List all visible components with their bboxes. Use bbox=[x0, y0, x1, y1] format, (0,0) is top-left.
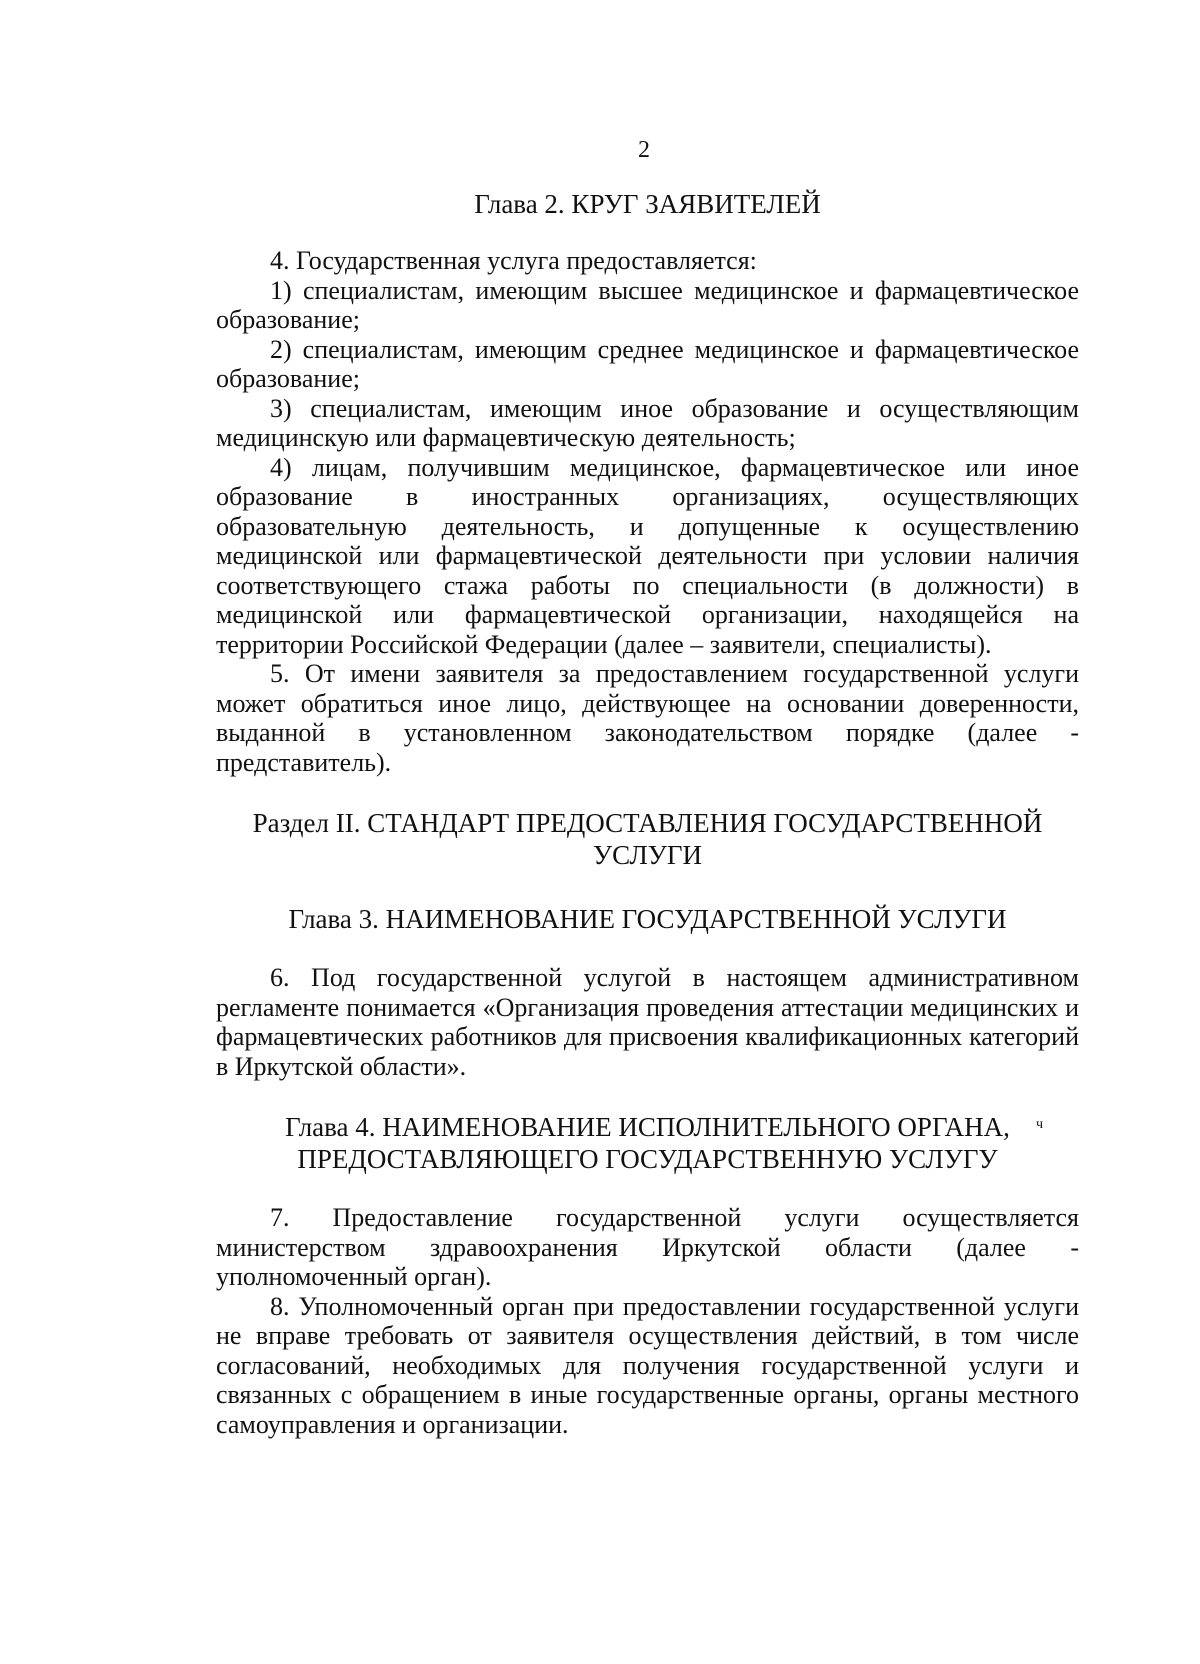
paragraph-4-item-4: 4) лицам, получившим медицинское, фармацевтическое или иное образование в иностранных организациях, осуществляющих образовательную деятельность, и допущенные к осуществлению медицинской или фармацевтической деятельности при условии наличия соответствующего стажа работы по специальности (в должности) в медицинской или фармацевтической организации, находящейся на территории Российской Федерации (далее – заявители, специалисты). bbox=[216, 452, 1079, 659]
paragraph-7: 7. Предоставление государственной услуги осуществляется министерством здравоохранения Иркутской области (далее - уполномоченный орган). bbox=[216, 1203, 1079, 1291]
chapter-3-heading: Глава 3. НАИМЕНОВАНИЕ ГОСУДАРСТВЕННОЙ УСЛУГИ bbox=[288, 904, 1007, 934]
chapter-2-heading: Глава 2. КРУГ ЗАЯВИТЕЛЕЙ bbox=[474, 189, 821, 219]
document-body bbox=[216, 188, 1079, 1439]
section-2-heading-line-2: УСЛУГИ bbox=[593, 840, 702, 870]
paragraph-4: 4. Государственная услуга предоставляется: bbox=[270, 246, 757, 275]
section-2-heading-line-1: Раздел II. СТАНДАРТ ПРЕДОСТАВЛЕНИЯ ГОСУДАРСТВЕННОЙ bbox=[252, 808, 1043, 838]
paragraph-4-item-1: 1) специалистам, имеющим высшее медицинское и фармацевтическое образование; bbox=[216, 275, 1079, 334]
scan-mark: ч bbox=[1036, 1117, 1044, 1132]
chapter-4-heading-line-2: ПРЕДОСТАВЛЯЮЩЕГО ГОСУДАРСТВЕННУЮ УСЛУГУ bbox=[297, 1144, 998, 1174]
section-2-heading bbox=[216, 807, 1079, 871]
chapter-4-heading-line-1: Глава 4. НАИМЕНОВАНИЕ ИСПОЛНИТЕЛЬНОГО ОРГАНА, bbox=[285, 1112, 1010, 1142]
paragraph-8: 8. Уполномоченный орган при предоставлении государственной услуги не вправе требовать от заявителя осуществления действий, в том числе согласований, необходимых для получения государственной услуги и связанных с обращением в иные государственные органы, органы местного самоуправления и организации. bbox=[216, 1291, 1079, 1439]
paragraph-5: 5. От имени заявителя за предоставлением государственной услуги может обратиться иное лицо, действующее на основании доверенности, выданной в установленном законодательством порядке (далее - представитель). bbox=[216, 659, 1079, 777]
paragraph-4-item-2: 2) специалистам, имеющим среднее медицинское и фармацевтическое образование; bbox=[216, 334, 1079, 393]
page-number: 2 bbox=[638, 137, 650, 163]
paragraph-6: 6. Под государственной услугой в настоящем административном регламенте понимается «Организация проведения аттестации медицинских и фармацевтических работников для присвоения квалификационных категорий в Иркутской области». bbox=[216, 963, 1079, 1081]
chapter-4-heading bbox=[216, 1111, 1079, 1175]
paragraph-4-item-3: 3) специалистам, имеющим иное образование и осуществляющим медицинскую или фармацевтическую деятельность; bbox=[216, 393, 1079, 452]
